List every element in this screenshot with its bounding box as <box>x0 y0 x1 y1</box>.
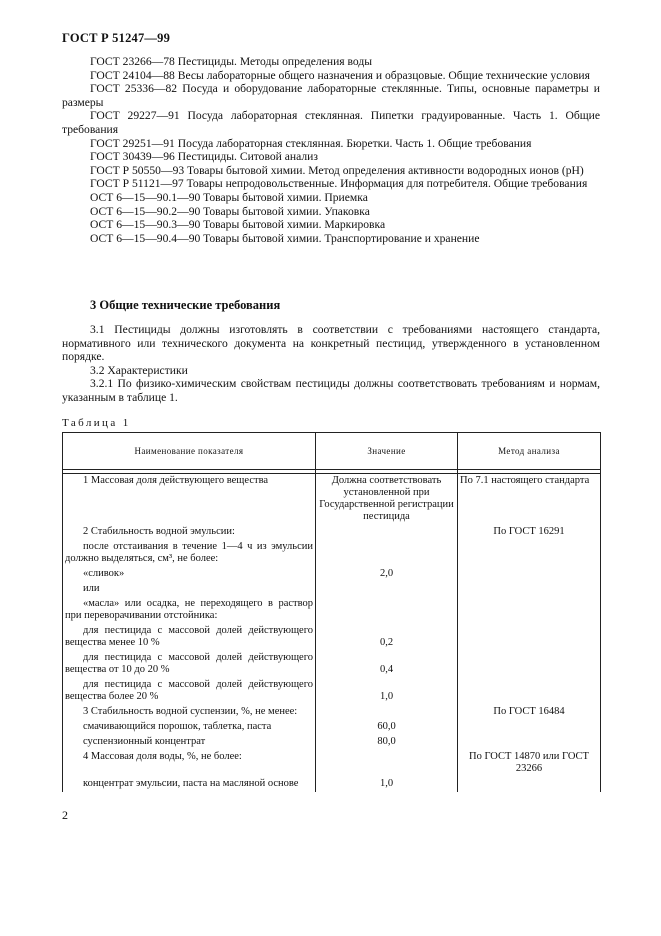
table-row <box>63 540 601 567</box>
reference-item: ГОСТ 25336—82 Посуда и оборудование лабораторные стеклянные. Типы, основные параметры и размеры <box>62 82 600 109</box>
row-name: 4 Массовая доля воды, %, не более: <box>63 750 316 777</box>
page-number: 2 <box>62 808 68 822</box>
row-method: По ГОСТ 16291 <box>458 525 601 540</box>
table-header-row <box>63 433 601 470</box>
row-method <box>458 678 601 705</box>
table-caption: Таблица 1 <box>62 417 131 429</box>
table-row <box>63 582 601 597</box>
row-value <box>316 525 458 540</box>
row-name: 2 Стабильность водной эмульсии: <box>63 525 316 540</box>
normative-references-list <box>62 55 600 245</box>
row-name: концентрат эмульсии, паста на масляной основе <box>63 777 316 792</box>
row-value <box>316 597 458 624</box>
column-header-method: Метод анализа <box>458 433 601 470</box>
row-value <box>316 540 458 567</box>
row-name: для пестицида с массовой долей действующего вещества менее 10 % <box>63 624 316 651</box>
row-name: или <box>63 582 316 597</box>
table-row <box>63 525 601 540</box>
row-value: 1,0 <box>316 678 458 705</box>
row-method <box>458 720 601 735</box>
row-name: для пестицида с массовой долей действующего вещества от 10 до 20 % <box>63 651 316 678</box>
column-header-value: Значение <box>316 433 458 470</box>
document-header: ГОСТ Р 51247—99 <box>62 31 171 45</box>
row-name: для пестицида с массовой долей действующего вещества более 20 % <box>63 678 316 705</box>
reference-item: ГОСТ Р 50550—93 Товары бытовой химии. Метод определения активности водородных ионов (pH) <box>90 163 584 177</box>
row-method <box>458 777 601 792</box>
row-value: 0,4 <box>316 651 458 678</box>
row-method: По 7.1 настоящего стандарта <box>458 474 601 526</box>
reference-item: ГОСТ Р 51121—97 Товары непродовольственные. Информация для потребителя. Общие требования <box>90 177 588 191</box>
table-row <box>63 777 601 792</box>
reference-item: ОСТ 6—15—90.4—90 Товары бытовой химии. Транспортирование и хранение <box>90 231 480 245</box>
row-value: Должна соответствовать установленной при Государственной регистрации пестицида <box>316 474 458 526</box>
row-method: По ГОСТ 14870 или ГОСТ 23266 <box>458 750 601 777</box>
requirements-table <box>62 432 601 792</box>
row-name: 3 Стабильность водной суспензии, %, не менее: <box>63 705 316 720</box>
row-value: 2,0 <box>316 567 458 582</box>
reference-item: ГОСТ 24104—88 Весы лабораторные общего назначения и образцовые. Общие технические условия <box>90 68 590 82</box>
row-value: 0,2 <box>316 624 458 651</box>
row-value: 60,0 <box>316 720 458 735</box>
table-row <box>63 705 601 720</box>
row-method <box>458 582 601 597</box>
row-method: По ГОСТ 16484 <box>458 705 601 720</box>
row-name: «сливок» <box>63 567 316 582</box>
table-row <box>63 624 601 651</box>
reference-item: ГОСТ 30439—96 Пестициды. Ситовой анализ <box>90 150 318 164</box>
table-row <box>63 474 601 526</box>
row-value: 80,0 <box>316 735 458 750</box>
table-row <box>63 651 601 678</box>
reference-item: ГОСТ 23266—78 Пестициды. Методы определения воды <box>90 55 373 68</box>
row-value: 1,0 <box>316 777 458 792</box>
reference-item: ГОСТ 29227—91 Посуда лабораторная стеклянная. Пипетки градуированные. Часть 1. Общие требования <box>62 109 600 136</box>
row-value <box>316 582 458 597</box>
paragraph-3-2-1: 3.2.1 По физико-химическим свойствам пестициды должны соответствовать требованиям и нормам, указанным в таблице 1. <box>62 377 600 404</box>
row-name: «масла» или осадка, не переходящего в раствор при переворачивании отстойника: <box>63 597 316 624</box>
row-value <box>316 705 458 720</box>
row-method <box>458 597 601 624</box>
table-row <box>63 597 601 624</box>
row-method <box>458 540 601 567</box>
section-title: 3 Общие технические требования <box>90 298 281 312</box>
reference-item: ГОСТ 29251—91 Посуда лабораторная стеклянная. Бюретки. Часть 1. Общие требования <box>90 136 532 150</box>
table-row <box>63 567 601 582</box>
table-row <box>63 750 601 777</box>
reference-item: ОСТ 6—15—90.1—90 Товары бытовой химии. Приемка <box>90 190 368 204</box>
reference-item: ОСТ 6—15—90.2—90 Товары бытовой химии. Упаковка <box>90 204 370 218</box>
column-header-name: Наименование показателя <box>63 433 316 470</box>
table-row <box>63 678 601 705</box>
row-method <box>458 651 601 678</box>
row-value <box>316 750 458 777</box>
table-row <box>63 735 601 750</box>
row-method <box>458 624 601 651</box>
row-method <box>458 567 601 582</box>
paragraph-3-2: 3.2 Характеристики <box>90 363 188 377</box>
paragraph-3-1: 3.1 Пестициды должны изготовлять в соответствии с требованиями настоящего стандарта, нормативного или технического документа на конкретный пестицид, утвержденного в установленном порядке. <box>62 323 600 364</box>
reference-item: ОСТ 6—15—90.3—90 Товары бытовой химии. Маркировка <box>90 218 386 232</box>
section-body <box>62 323 600 405</box>
row-method <box>458 735 601 750</box>
row-name: после отстаивания в течение 1—4 ч из эмульсии должно выделяться, см³, не более: <box>63 540 316 567</box>
row-name: 1 Массовая доля действующего вещества <box>63 474 316 526</box>
row-name: суспензионный концентрат <box>63 735 316 750</box>
table-row <box>63 720 601 735</box>
row-name: смачивающийся порошок, таблетка, паста <box>63 720 316 735</box>
